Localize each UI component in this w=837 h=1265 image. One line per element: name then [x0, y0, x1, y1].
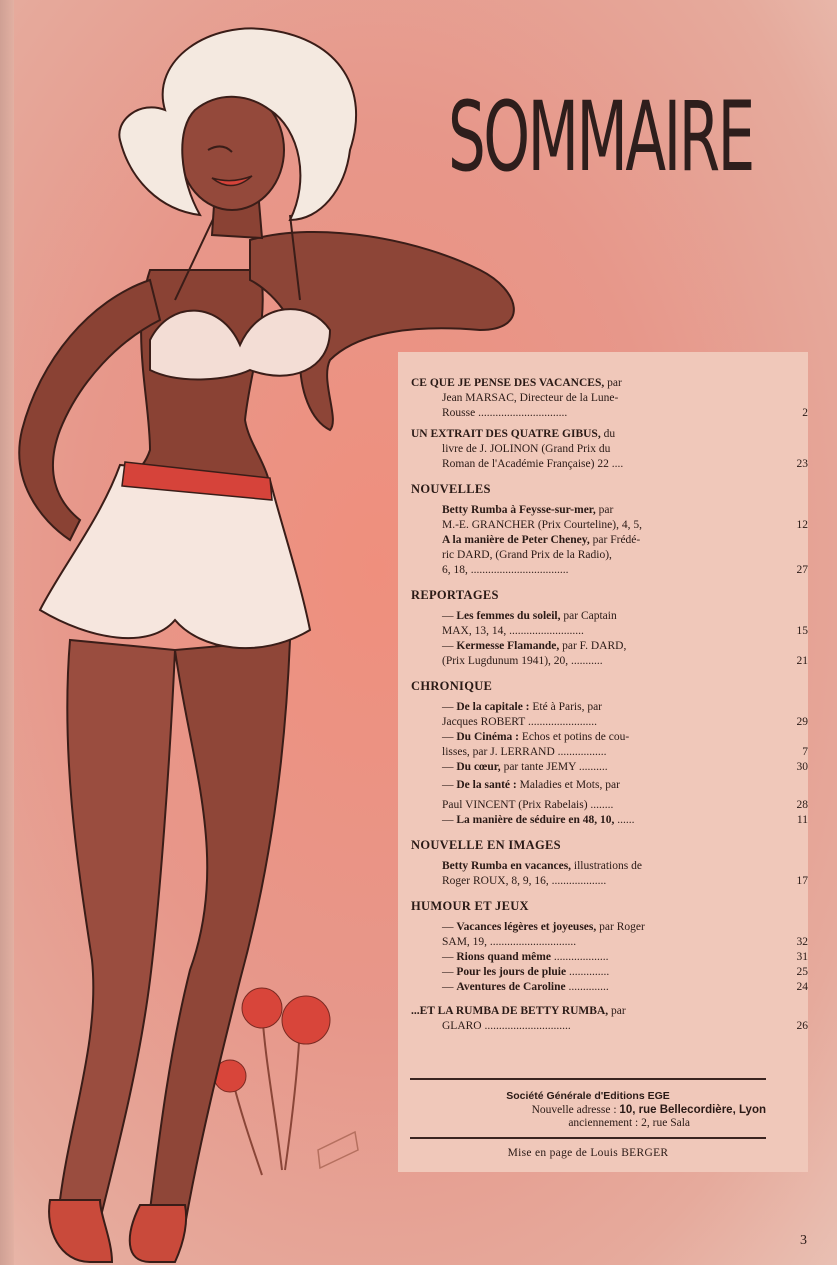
entry-title: UN EXTRAIT DES QUATRE GIBUS,: [411, 428, 601, 440]
dash: —: [442, 701, 457, 713]
entry-title: A la manière de Peter Cheney,: [442, 534, 590, 546]
page-number: 7: [802, 746, 808, 758]
page-number-footer: 3: [800, 1233, 807, 1248]
entry-title: Rions quand même: [456, 951, 551, 963]
entry-text: Roger ROUX, 8, 9, 16, ...................: [442, 875, 607, 887]
entry-text: illustrations de: [571, 860, 642, 872]
entry-text: par Captain: [560, 610, 617, 622]
entry-title: Les femmes du soleil,: [456, 610, 561, 622]
entry-text: par: [608, 1005, 626, 1017]
entry-text: ..............: [565, 981, 609, 993]
dash: —: [442, 814, 457, 826]
dash: —: [442, 731, 457, 743]
entry-text: Paul VINCENT (Prix Rabelais) ........: [442, 799, 614, 811]
entry-text: MAX, 13, 14, ..........................: [442, 625, 584, 637]
entry-text: ......: [614, 814, 635, 826]
page-number: 29: [796, 716, 808, 728]
toc-entry: [411, 813, 808, 828]
toc-entry: [411, 427, 808, 472]
toc-entry: [411, 730, 808, 760]
layout-credit: Mise en page de Louis BERGER: [507, 1146, 669, 1159]
toc-entry: [411, 1004, 808, 1034]
entry-text: (Prix Lugdunum 1941), 20, ...........: [442, 655, 603, 667]
dash: —: [442, 921, 457, 933]
dash: —: [442, 779, 457, 791]
section-heading: NOUVELLE EN IMAGES: [411, 838, 561, 852]
entry-text: par Roger: [596, 921, 645, 933]
entry-text: ...................: [550, 951, 609, 963]
entry-text: par Frédé-: [589, 534, 641, 546]
entry-title: Betty Rumba en vacances,: [442, 860, 572, 872]
divider: [410, 1137, 766, 1139]
page-title: SOMMAIRE: [448, 81, 753, 193]
publisher-address: [410, 1104, 766, 1116]
toc-entry: [411, 760, 808, 775]
page-number: 26: [796, 1020, 808, 1032]
entry-title: Aventures de Caroline: [456, 981, 566, 993]
page-number: 32: [796, 936, 808, 948]
toc-entry: [411, 778, 808, 813]
entry-text: 6, 18, ..................................: [442, 564, 569, 576]
entry-title: Vacances légères et joyeuses,: [456, 921, 597, 933]
publisher-name: Société Générale d'Editions EGE: [506, 1090, 670, 1102]
toc-entry: [411, 980, 808, 995]
divider: [410, 1078, 766, 1080]
entry-title: La manière de séduire en 48, 10,: [456, 814, 615, 826]
page-number: 27: [796, 564, 808, 576]
entry-text: par tante JEMY ..........: [500, 761, 608, 773]
entry-title: Kermesse Flamande,: [456, 640, 560, 652]
dash: —: [442, 610, 457, 622]
entry-title: ...ET LA RUMBA DE BETTY RUMBA,: [411, 1005, 609, 1017]
entry-title: CE QUE JE PENSE DES VACANCES,: [411, 377, 605, 389]
entry-text: par F. DARD,: [559, 640, 627, 652]
toc-entry: [411, 503, 808, 533]
entry-text: du: [600, 428, 616, 440]
address-label: Nouvelle adresse :: [531, 1104, 620, 1116]
page-number: 28: [796, 799, 808, 811]
dash: —: [442, 640, 457, 652]
page-number: 15: [796, 625, 808, 637]
section-heading: HUMOUR ET JEUX: [411, 899, 529, 913]
page-number: 17: [796, 875, 808, 887]
page-number: 25: [796, 966, 808, 978]
entry-title: Du Cinéma :: [456, 731, 519, 743]
toc-entry: [411, 639, 808, 669]
entry-title: De la capitale :: [456, 701, 530, 713]
dash: —: [442, 761, 457, 773]
entry-title: Betty Rumba à Feysse-sur-mer,: [442, 504, 596, 516]
toc-entry: [411, 920, 808, 950]
entry-text: ..............: [566, 966, 610, 978]
page-number: 21: [796, 655, 808, 667]
dash: —: [442, 966, 457, 978]
toc-entry: [411, 700, 808, 730]
page-number: 23: [796, 458, 808, 470]
entry-text: Eté à Paris, par: [529, 701, 603, 713]
toc-entry: [411, 609, 808, 639]
dash: —: [442, 981, 457, 993]
entry-text: SAM, 19, ..............................: [442, 936, 577, 948]
publisher-footer: [410, 1078, 766, 1159]
section-heading: NOUVELLES: [411, 482, 491, 496]
entry-text: par: [595, 504, 614, 516]
toc-list: [411, 376, 808, 1034]
page-number: 30: [796, 761, 808, 773]
entry-text: GLARO ..............................: [442, 1020, 571, 1032]
entry-text: Jacques ROBERT ........................: [442, 716, 597, 728]
entry-text: par: [604, 377, 622, 389]
toc-entry: [411, 859, 808, 889]
page-number: 2: [802, 407, 808, 419]
toc-entry: [411, 950, 808, 965]
dash: —: [442, 951, 457, 963]
entry-text: Maladies et Mots, par: [516, 779, 620, 791]
address-value: 10, rue Bellecordière, Lyon: [619, 1104, 766, 1116]
entry-text: Roman de l'Académie Française) 22 ....: [442, 458, 624, 470]
entry-text: Rousse ...............................: [442, 407, 568, 419]
entry-title: De la santé :: [456, 779, 517, 791]
entry-text: ric DARD, (Grand Prix de la Radio),: [442, 549, 612, 561]
page-number: 24: [796, 981, 808, 993]
entry-title: Du cœur,: [456, 761, 501, 773]
toc-entry: [411, 533, 808, 578]
entry-text: lisses, par J. LERRAND .................: [442, 746, 607, 758]
former-address: anciennement : 2, rue Sala: [568, 1117, 690, 1129]
page-number: 11: [796, 814, 808, 826]
section-heading: REPORTAGES: [411, 588, 499, 602]
page-number: 12: [796, 519, 808, 531]
table-of-contents: [398, 352, 808, 1172]
entry-text: livre de J. JOLINON (Grand Prix du: [442, 443, 611, 455]
section-heading: CHRONIQUE: [411, 679, 493, 693]
page-number: 31: [796, 951, 808, 963]
toc-entry: [411, 965, 808, 980]
entry-text: Echos et potins de cou-: [519, 731, 630, 743]
entry-text: Jean MARSAC, Directeur de la Lune-: [442, 392, 619, 404]
entry-text: M.-E. GRANCHER (Prix Courteline), 4, 5,: [442, 519, 642, 531]
toc-entry: [411, 376, 808, 421]
entry-title: Pour les jours de pluie: [456, 966, 567, 978]
